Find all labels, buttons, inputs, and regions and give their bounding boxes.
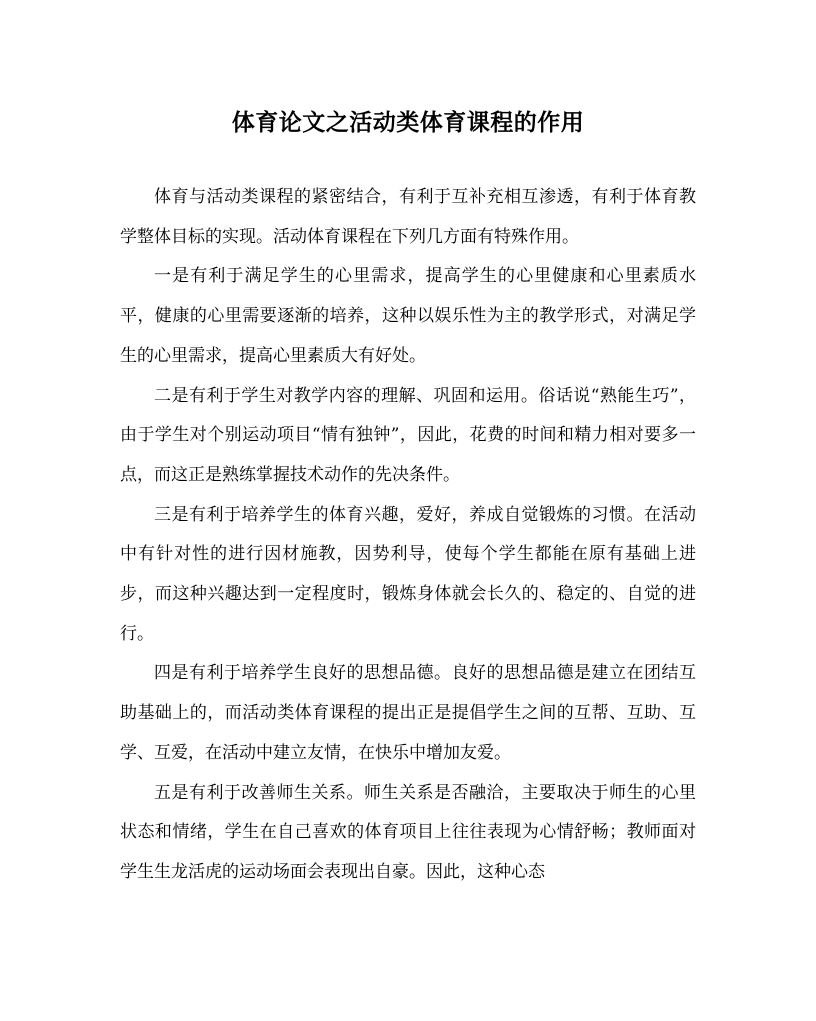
paragraph-point-one: 一是有利于满足学生的心里需求，提高学生的心里健康和心里素质水平，健康的心里需要逐渐的培养，这种以娱乐性为主的教学形式，对满足学生的心里需求，提高心里素质大有好处。 [120,266,696,366]
paragraph-intro: 体育与活动类课程的紧密结合，有利于互补充相互渗透，有利于体育教学整体目标的实现。活动体育课程在下列几方面有特殊作用。 [120,187,696,247]
paragraph-point-four: 四是有利于培养学生良好的思想品德。良好的思想品德是建立在团结互助基础上的，而活动类体育课程的提出正是提倡学生之间的互帮、互助、互学、互爱，在活动中建立友情，在快乐中增加友爱。 [120,663,696,763]
paragraph-point-three: 三是有利于培养学生的体育兴趣，爱好，养成自觉锻炼的习惯。在活动中有针对性的进行因材施教，因势利导，使每个学生都能在原有基础上进步，而这种兴趣达到一定程度时，锻炼身体就会长久的、稳定的、自觉的进行。 [120,504,696,644]
document-body [120,178,696,893]
paragraph-point-two: 二是有利于学生对教学内容的理解、巩固和运用。俗话说“熟能生巧”，由于学生对个别运动项目“情有独钟”，因此，花费的时间和精力相对要多一点，而这正是熟练掌握技术动作的先决条件。 [120,385,696,485]
paragraph-point-five: 五是有利于改善师生关系。师生关系是否融洽，主要取决于师生的心里状态和情绪，学生在自己喜欢的体育项目上往往表现为心情舒畅；教师面对学生生龙活虎的运动场面会表现出自豪。因此，这种心态 [120,782,696,882]
document-title: 体育论文之活动类体育课程的作用 [231,109,585,136]
